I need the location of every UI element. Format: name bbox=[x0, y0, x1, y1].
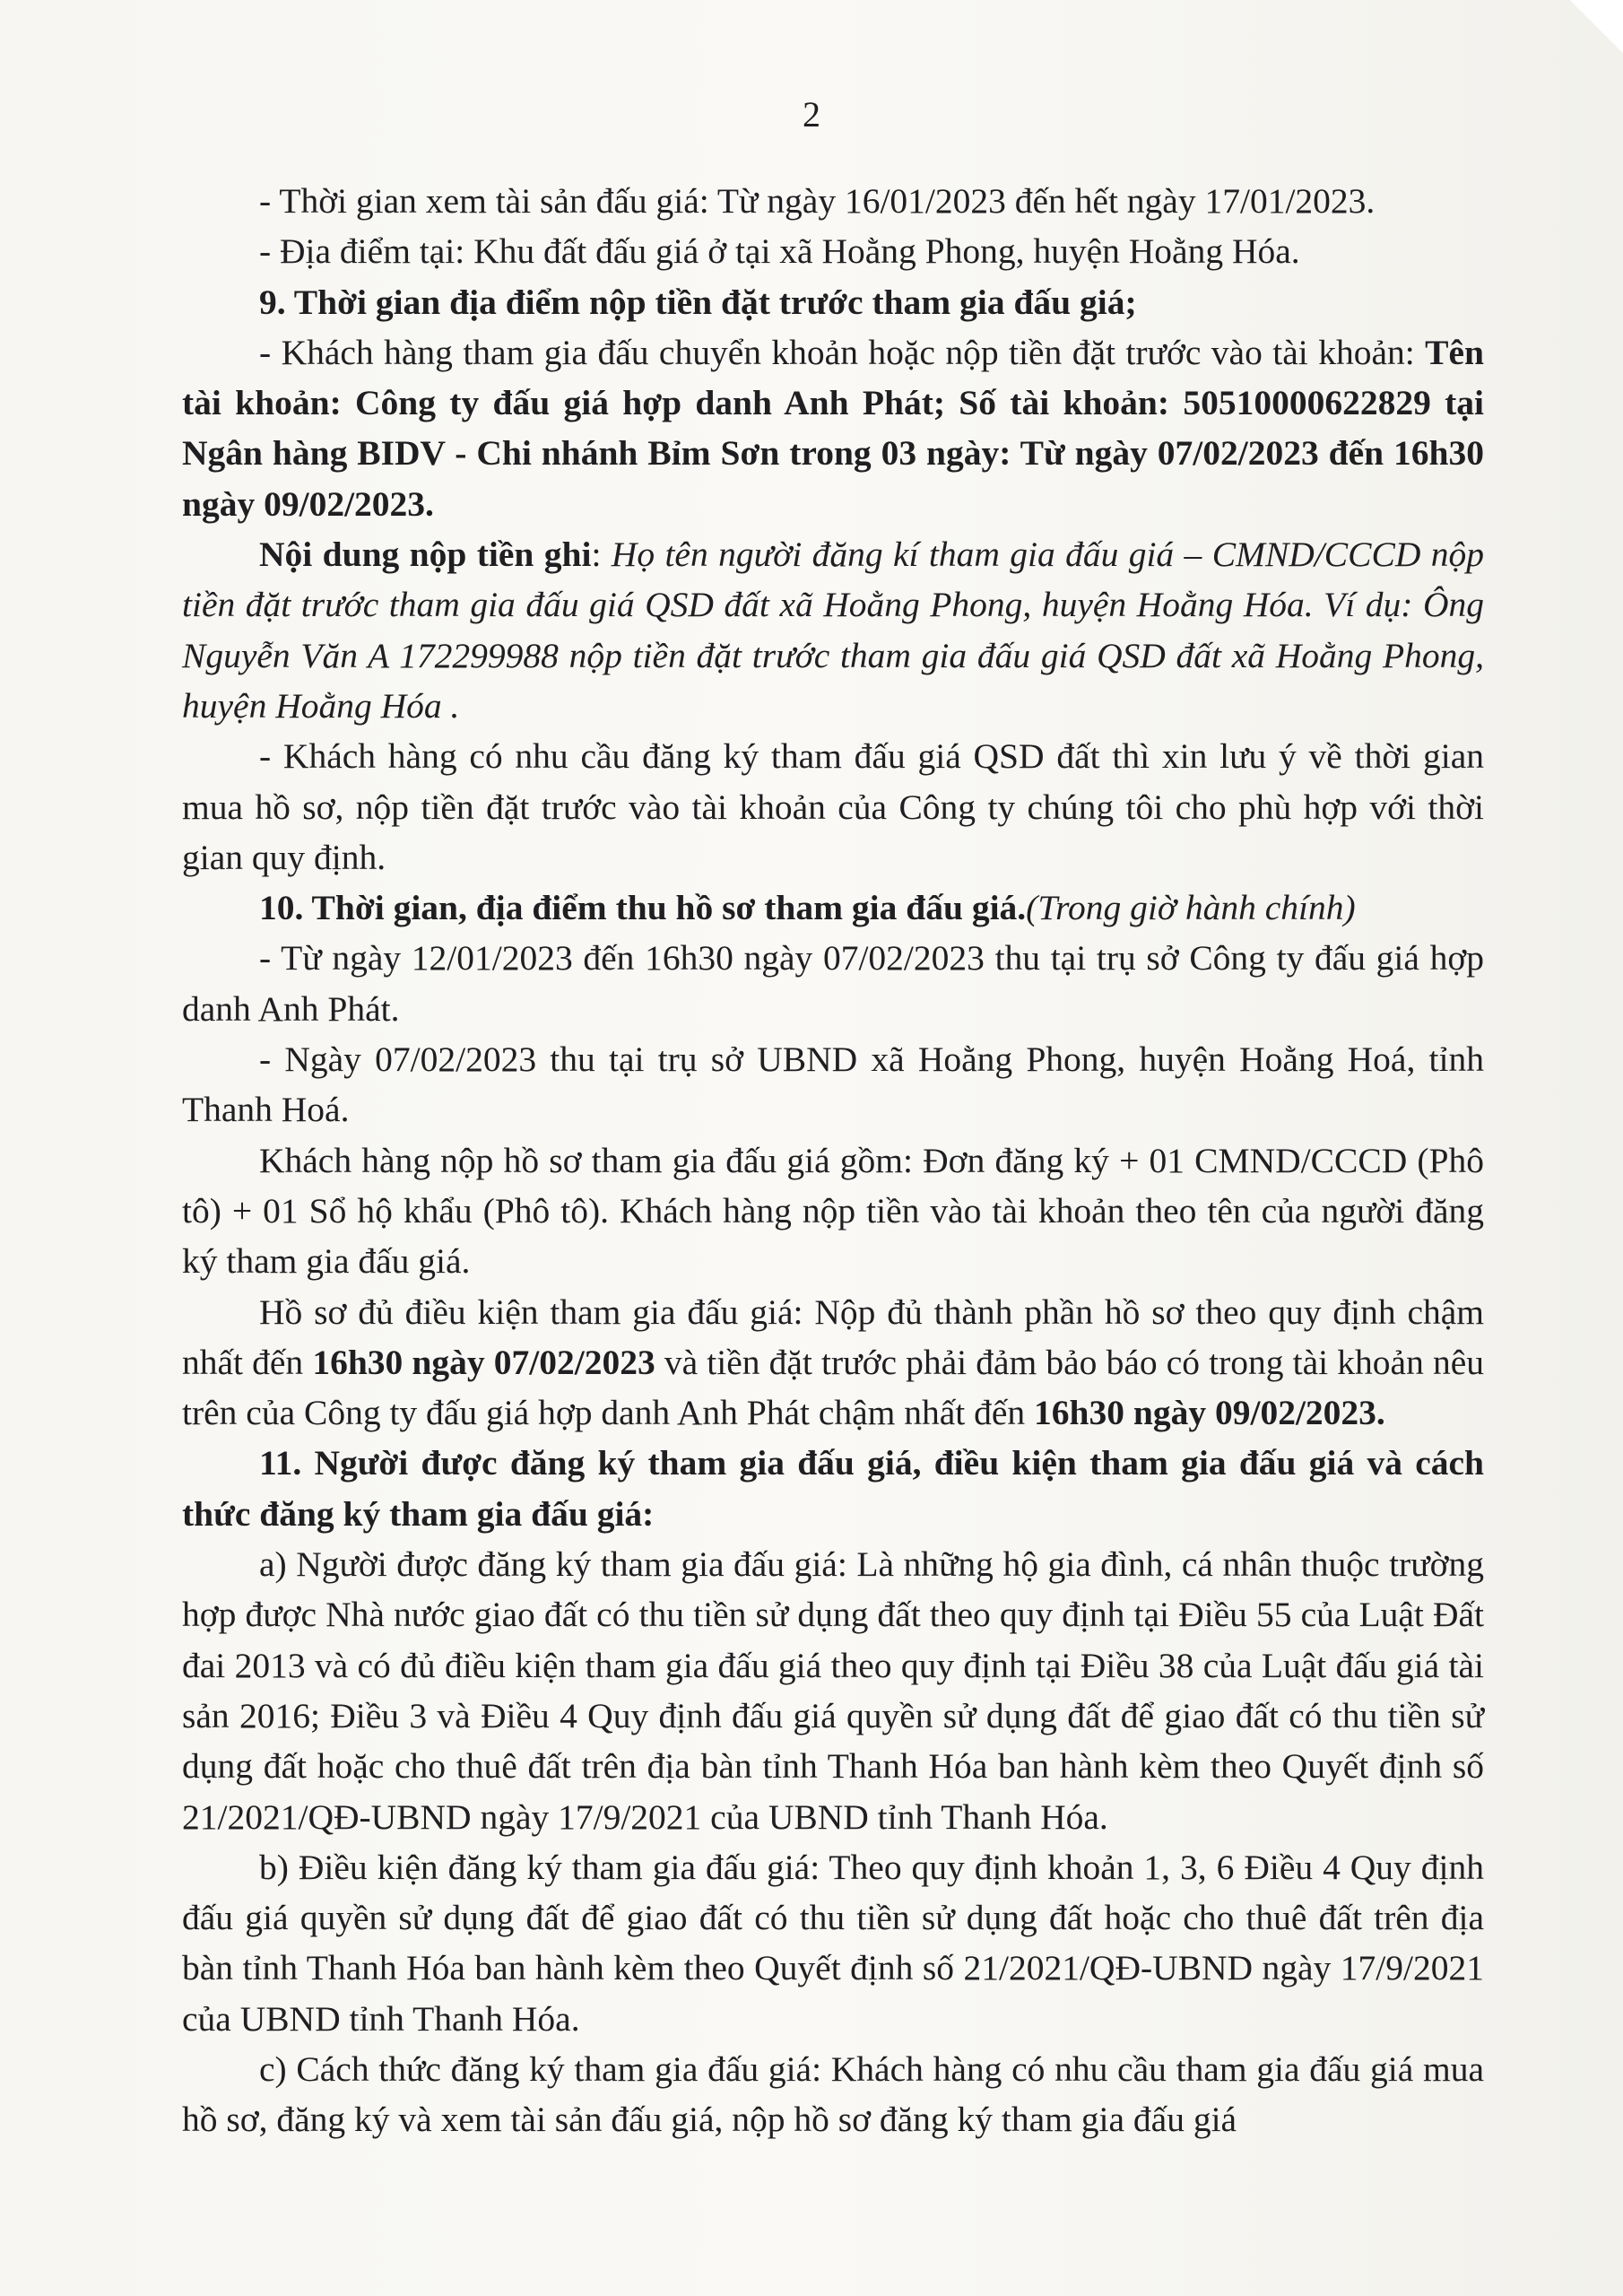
payment-content-label: Nội dung nộp tiền ghi bbox=[259, 535, 592, 575]
section-11-item-b: b) Điều kiện đăng ký tham gia đấu giá: Theo quy định khoản 1, 3, 6 Điều 4 Quy định đấu giá quyền sử dụng đất để giao đất có thu tiền sử dụng đất hoặc cho thuê đất trên địa bàn tỉnh Thanh Hóa ban hành kèm theo Quyết định số 21/2021/QĐ-UBND ngày 17/9/2021 của UBND tỉnh Thanh Hóa. bbox=[182, 1847, 1484, 2039]
bank-account-details: Tên tài khoản: Công ty đấu giá hợp danh Anh Phát; Số tài khoản: 50510000622829 tại Ngân hàng BIDV - Chi nhánh Bỉm Sơn trong 03 ngày: Từ ngày 07/02/2023 đến 16h30 ngày 09/02/2023. bbox=[182, 332, 1484, 524]
eligibility-text-2: và tiền đặt trước phải đảm bảo báo có trong tài khoản nêu trên của Công ty đấu giá hợp danh Anh Phát chậm nhất đến bbox=[182, 1342, 1484, 1433]
section-10-heading: 10. Thời gian, địa điểm thu hồ sơ tham gia đấu giá. bbox=[259, 888, 1027, 928]
page-corner-fold bbox=[1560, 0, 1623, 54]
section-9-deposit-paragraph bbox=[182, 327, 1484, 529]
payment-content-text: Họ tên người đăng kí tham gia đấu giá – CMND/CCCD nộp tiền đặt trước tham gia đấu giá QSD đất xã Hoằng Phong, huyện Hoằng Hóa. Ví dụ: Ông Nguyễn Văn A 172299988 nộp tiền đặt trước tham gia đấu giá QSD đất xã Hoằng Phong, huyện Hoằng Hóa . bbox=[182, 535, 1484, 726]
section-10-heading-note: (Trong giờ hành chính) bbox=[1026, 888, 1356, 928]
eligibility-text-1: Hồ sơ đủ điều kiện tham gia đấu giá: Nộp đủ thành phần hồ sơ theo quy định chậm nhất đến bbox=[182, 1292, 1484, 1382]
eligibility-deadline-2: 16h30 ngày 09/02/2023. bbox=[1034, 1393, 1385, 1433]
view-time-line: - Thời gian xem tài sản đấu giá: Từ ngày 16/01/2023 đến hết ngày 17/01/2023. bbox=[259, 181, 1376, 221]
document-body bbox=[182, 176, 1484, 2145]
page-number: 2 bbox=[803, 94, 820, 135]
section-11-item-c: c) Cách thức đăng ký tham gia đấu giá: Khách hàng có nhu cầu tham gia đấu giá mua hồ sơ, đăng ký và xem tài sản đấu giá, nộp hồ sơ đăng ký tham gia đấu giá bbox=[182, 2048, 1484, 2140]
payment-content-paragraph bbox=[182, 529, 1484, 731]
section-11-item-a: a) Người được đăng ký tham gia đấu giá: Là những hộ gia đình, cá nhân thuộc trường hợp được Nhà nước giao đất có thu tiền sử dụng đất theo quy định tại Điều 55 của Luật Đất đai 2013 và có đủ điều kiện tham gia đấu giá theo quy định tại Điều 38 của Luật đấu giá tài sản 2016; Điều 3 và Điều 4 Quy định đấu giá quyền sử dụng đất để giao đất có thu tiền sử dụng đất hoặc cho thuê đất trên địa bàn tỉnh Thanh Hóa ban hành kèm theo Quyết định số 21/2021/QĐ-UBND ngày 17/9/2021 của UBND tỉnh Thanh Hóa. bbox=[182, 1544, 1484, 1837]
view-location-line: - Địa điểm tại: Khu đất đấu giá ở tại xã Hoằng Phong, huyện Hoằng Hóa. bbox=[259, 231, 1300, 272]
section-9-heading: 9. Thời gian địa điểm nộp tiền đặt trước tham gia đấu giá; bbox=[259, 282, 1137, 322]
deposit-lead-text: - Khách hàng tham gia đấu chuyển khoản hoặc nộp tiền đặt trước vào tài khoản: bbox=[259, 332, 1426, 372]
section-10-eligibility bbox=[182, 1287, 1484, 1439]
payment-content-colon: : bbox=[591, 535, 612, 575]
section-10-item-1: - Từ ngày 12/01/2023 đến 16h30 ngày 07/02/2023 thu tại trụ sở Công ty đấu giá hợp danh Anh Phát. bbox=[182, 938, 1484, 1029]
section-9-note: - Khách hàng có nhu cầu đăng ký tham đấu giá QSD đất thì xin lưu ý về thời gian mua hồ sơ, nộp tiền đặt trước vào tài khoản của Công ty chúng tôi cho phù hợp với thời gian quy định. bbox=[182, 736, 1484, 877]
section-10-documents: Khách hàng nộp hồ sơ tham gia đấu giá gồm: Đơn đăng ký + 01 CMND/CCCD (Phô tô) + 01 Sổ hộ khẩu (Phô tô). Khách hàng nộp tiền vào tài khoản theo tên của người đăng ký tham gia đấu giá. bbox=[182, 1140, 1484, 1282]
section-11-heading: 11. Người được đăng ký tham gia đấu giá, điều kiện tham gia đấu giá và cách thức đăng ký tham gia đấu giá: bbox=[182, 1443, 1484, 1534]
eligibility-deadline-1: 16h30 ngày 07/02/2023 bbox=[312, 1342, 655, 1382]
section-10-heading-paragraph bbox=[182, 883, 1484, 933]
section-10-item-2: - Ngày 07/02/2023 thu tại trụ sở UBND xã Hoằng Phong, huyện Hoằng Hoá, tỉnh Thanh Hoá. bbox=[182, 1039, 1484, 1130]
